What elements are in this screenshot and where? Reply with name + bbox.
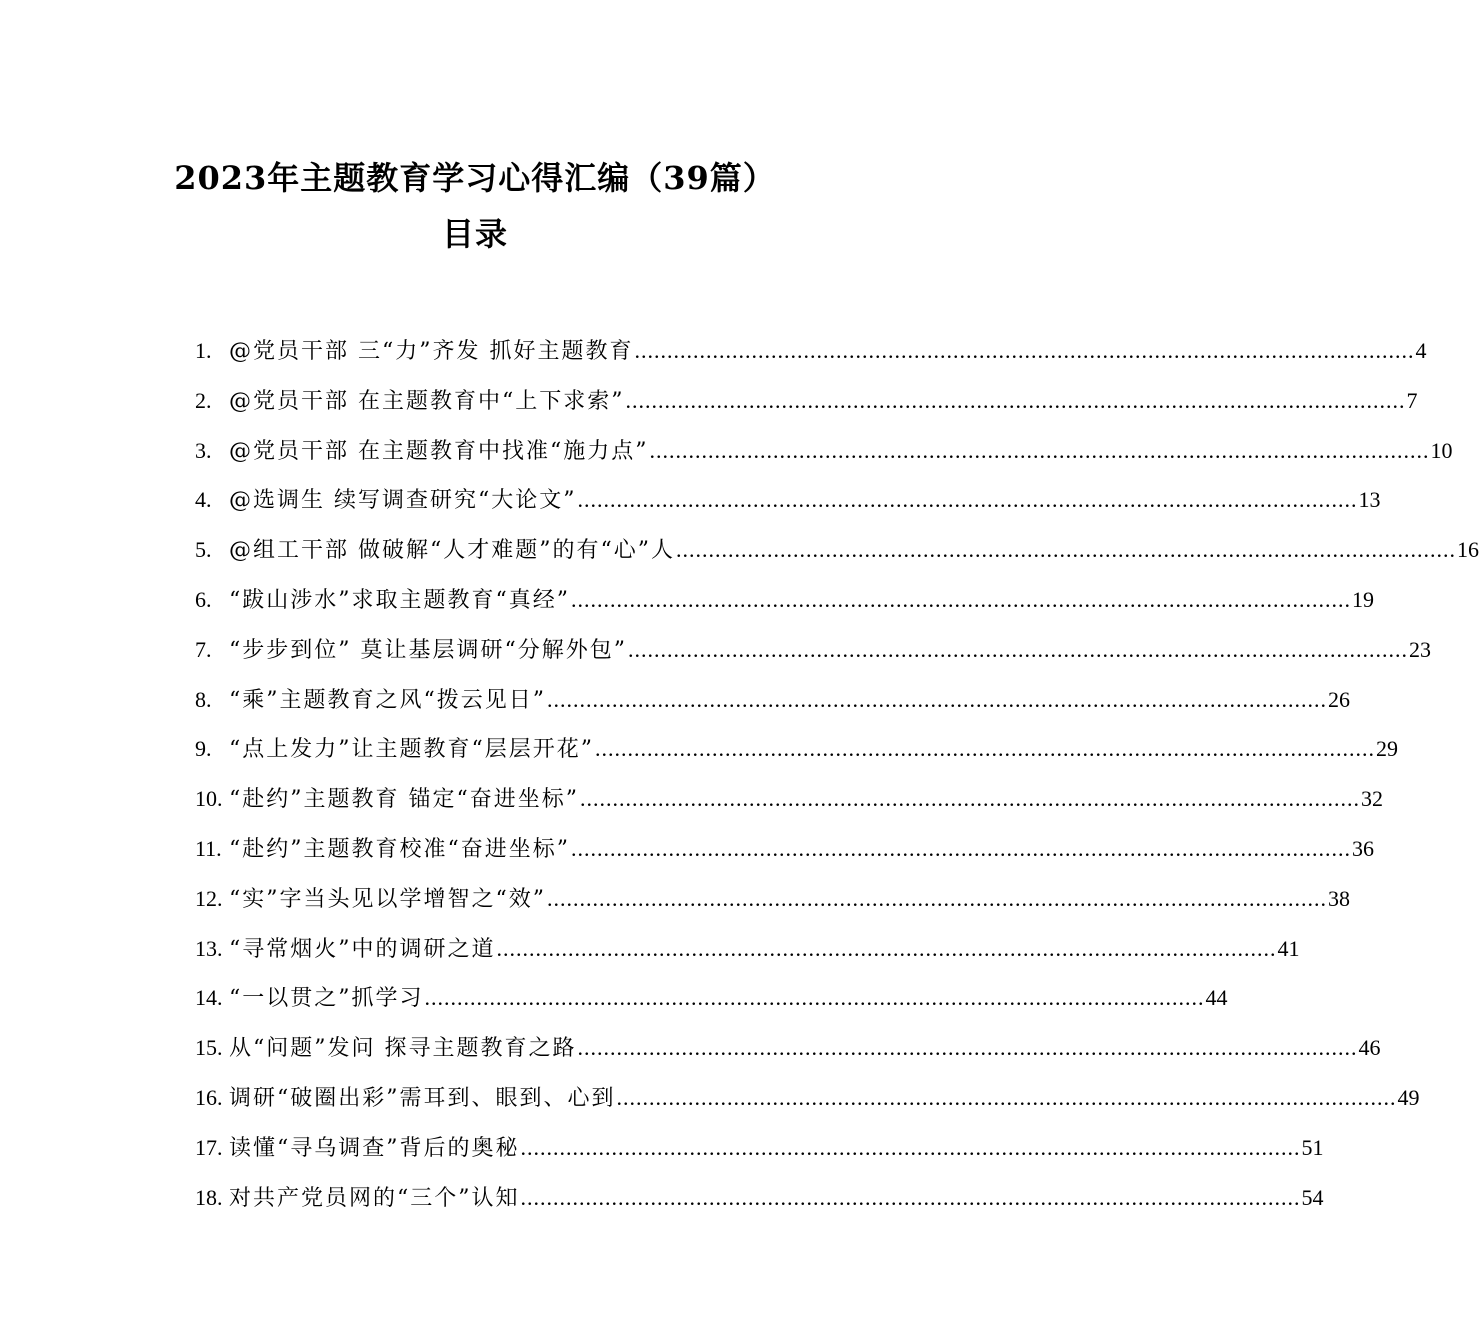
toc-entry-page: 29 (1376, 736, 1398, 762)
toc-entry-title: “跋山涉水”求取主题教育“真经” (229, 587, 570, 613)
toc-entry-number: 6. (195, 586, 212, 612)
toc-leader-dots (626, 376, 1406, 426)
toc-entry-title: “寻常烟火”中的调研之道 (229, 936, 496, 962)
toc-entry-number: 7. (195, 636, 212, 662)
title-toc-heading: 目录 (441, 215, 508, 253)
toc-entry-number: 5. (195, 537, 212, 563)
toc-entry-title: “点上发力”让主题教育“层层开花” (229, 737, 594, 763)
toc-leader-dots (578, 475, 1358, 525)
toc-entry[interactable] (195, 475, 1381, 525)
toc-entry-number: 12. (195, 885, 223, 911)
toc-leader-dots (571, 575, 1351, 625)
toc-leader-dots (650, 426, 1430, 476)
toc-entry-page: 4 (1415, 338, 1427, 363)
toc-entry[interactable] (195, 924, 1300, 974)
toc-leader-dots (425, 973, 1205, 1023)
toc-leader-dots (628, 625, 1408, 675)
toc-entry-number: 9. (195, 736, 212, 762)
toc-entry[interactable] (195, 326, 1427, 376)
toc-entry-page: 10 (1430, 437, 1453, 463)
toc-entry-number: 16. (195, 1084, 223, 1110)
toc-entry-page: 51 (1301, 1134, 1324, 1160)
toc-entry-page: 44 (1205, 985, 1228, 1011)
toc-leader-dots (497, 924, 1277, 974)
toc-entry-number: 15. (195, 1035, 223, 1061)
toc-entry-page: 16 (1456, 537, 1479, 563)
toc-entry[interactable] (195, 625, 1431, 675)
toc-entry-number: 14. (195, 985, 223, 1011)
toc-entry-title: 调研“破圈出彩”需耳到、眼到、心到 (229, 1085, 616, 1111)
toc-entry[interactable] (195, 1173, 1324, 1223)
toc-entry-number: 2. (195, 387, 212, 413)
toc-entry[interactable] (195, 426, 1453, 476)
toc-leader-dots (617, 1073, 1397, 1123)
toc-entry-title: @党员干部 三“力”齐发 抓好主题教育 (229, 339, 634, 364)
toc-entry-page: 54 (1301, 1184, 1324, 1210)
toc-entry[interactable] (195, 973, 1228, 1023)
toc-entry-title: 对共产党员网的“三个”认知 (229, 1185, 520, 1211)
toc-entry-title: “步步到位” 莫让基层调研“分解外包” (229, 637, 627, 663)
table-of-contents (195, 326, 1479, 1222)
toc-entry-title: “赴约”主题教育 锚定“奋进坐标” (229, 787, 579, 813)
toc-entry[interactable] (195, 824, 1374, 874)
toc-entry-title: “实”字当头见以学增智之“效” (229, 886, 546, 912)
toc-entry[interactable] (195, 376, 1418, 426)
toc-entry-title: @选调生 续写调查研究“大论文” (229, 488, 577, 514)
toc-entry-title: 读懂“寻乌调查”背后的奥秘 (229, 1135, 520, 1161)
toc-entry[interactable] (195, 774, 1383, 824)
toc-entry[interactable] (195, 1023, 1381, 1073)
toc-leader-dots (547, 675, 1327, 725)
document-title (0, 150, 950, 262)
toc-entry-number: 4. (195, 487, 212, 513)
toc-leader-dots (521, 1123, 1301, 1173)
toc-leader-dots (578, 1023, 1358, 1073)
toc-entry-page: 13 (1358, 487, 1381, 513)
toc-entry-number: 8. (195, 686, 212, 712)
toc-entry-number: 13. (195, 935, 223, 961)
toc-entry-number: 17. (195, 1134, 223, 1160)
toc-entry-page: 41 (1277, 935, 1300, 961)
toc-entry-page: 32 (1360, 786, 1383, 812)
toc-entry-title: @党员干部 在主题教育中“上下求索” (229, 388, 625, 414)
toc-entry[interactable] (195, 874, 1350, 924)
toc-entry-page: 49 (1397, 1084, 1420, 1110)
toc-entry-title: @党员干部 在主题教育中找准“施力点” (229, 438, 649, 464)
toc-entry-number: 11. (195, 835, 222, 861)
toc-entry-page: 36 (1352, 835, 1374, 861)
toc-entry-title: “乘”主题教育之风“拨云见日” (229, 687, 546, 713)
toc-entry-title: @组工干部 做破解“人才难题”的有“心”人 (229, 538, 675, 564)
toc-entry-page: 46 (1358, 1035, 1381, 1061)
toc-entry-title: 从“问题”发问 探寻主题教育之路 (229, 1036, 577, 1062)
toc-leader-dots (580, 774, 1360, 824)
toc-entry-number: 18. (195, 1184, 223, 1210)
toc-entry[interactable] (195, 675, 1350, 725)
toc-entry-page: 19 (1352, 586, 1374, 612)
toc-entry[interactable] (195, 575, 1374, 625)
toc-entry-page: 23 (1408, 636, 1431, 662)
toc-entry-number: 10. (195, 786, 223, 812)
toc-leader-dots (634, 326, 1414, 376)
toc-entry[interactable] (195, 724, 1398, 774)
toc-leader-dots (595, 724, 1375, 774)
toc-leader-dots (521, 1173, 1301, 1223)
title-main: 2023年主题教育学习心得汇编（39篇） (174, 159, 776, 197)
toc-entry-number: 3. (195, 437, 212, 463)
toc-entry-title: “赴约”主题教育校准“奋进坐标” (229, 836, 570, 862)
toc-leader-dots (676, 525, 1456, 575)
toc-entry[interactable] (195, 1073, 1420, 1123)
toc-entry-page: 38 (1328, 885, 1350, 911)
toc-entry-page: 26 (1328, 686, 1350, 712)
toc-leader-dots (571, 824, 1351, 874)
toc-entry[interactable] (195, 1123, 1324, 1173)
toc-entry-number: 1. (195, 338, 212, 363)
toc-entry-page: 7 (1406, 387, 1418, 413)
toc-entry-title: “一以贯之”抓学习 (229, 986, 424, 1012)
toc-leader-dots (547, 874, 1327, 924)
toc-entry[interactable] (195, 525, 1479, 575)
